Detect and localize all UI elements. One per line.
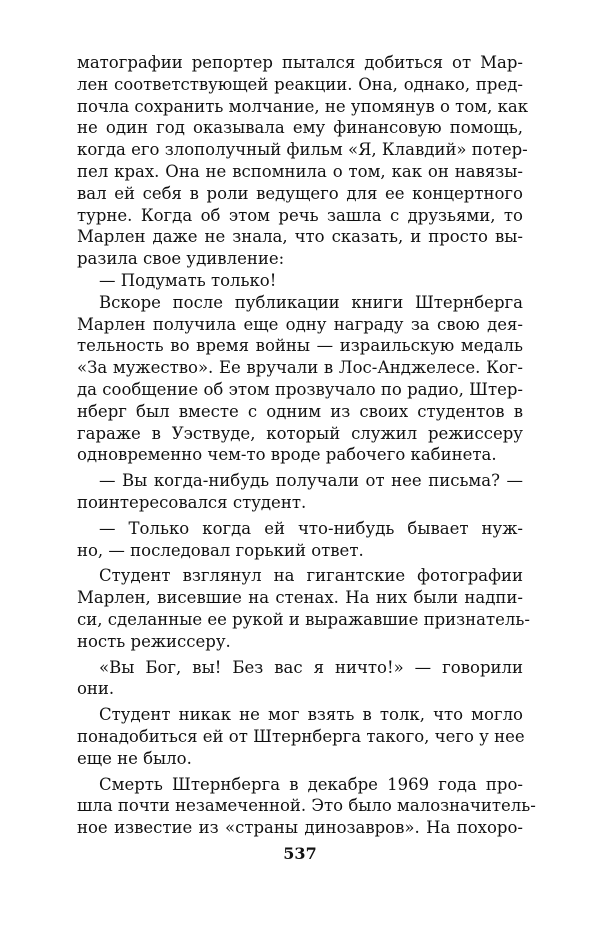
text-line: Марлен получила еще одну награду за свою дея- — [77, 314, 523, 334]
text-line: шла почти незамеченной. Это было малозначитель- — [77, 796, 536, 816]
text-line: — Только когда ей что-нибудь бывает нуж- — [99, 518, 523, 538]
text-line: си, сделанные ее рукой и выражавшие признатель- — [77, 609, 530, 629]
text-line: одновременно чем-то вроде рабочего кабинета. — [77, 445, 497, 465]
text-line: не один год оказывала ему финансовую помощь, — [77, 118, 523, 138]
text-line: матографии репортер пытался добиться от Мар- — [77, 53, 523, 72]
text-line: но, — последовал горький ответ. — [77, 540, 364, 560]
text-line: турне. Когда об этом речь зашла с друзьями, то — [77, 205, 523, 225]
text-line: почла сохранить молчание, не упомянув о том, как — [77, 96, 529, 116]
text-line: Марлен даже не знала, что сказать, и просто вы- — [77, 227, 523, 247]
text-line: Смерть Штернберга в декабре 1969 года про- — [99, 774, 523, 794]
text-line: Студент никак не мог взять в толк, что могло — [99, 705, 523, 725]
text-line: ное известие из «страны динозавров». На похоро- — [77, 818, 523, 838]
text-line: вал ей себя в роли ведущего для ее концертного — [77, 183, 523, 203]
text-line: Студент взглянул на гигантские фотографии — [99, 566, 523, 586]
text-line: да сообщение об этом прозвучало по радио, Штер- — [77, 379, 523, 399]
text-line: лен соответствующей реакции. Она, однако, пред- — [77, 74, 523, 94]
text-line: понадобиться ей от Штернберга такого, чего у нее — [77, 726, 525, 746]
text-line: еще не было. — [77, 748, 192, 768]
page-number: 537 — [283, 844, 317, 863]
text-line: «За мужество». Ее вручали в Лос-Анджелесе. Ког- — [77, 358, 523, 378]
text-line: тельность во время войны — израильскую медаль — [77, 336, 523, 356]
text-line: гараже в Уэствуде, который служил режиссеру — [77, 423, 523, 443]
text-line: ность режиссеру. — [77, 631, 231, 651]
text-line: «Вы Бог, вы! Без вас я ничто!» — говорили — [99, 657, 523, 677]
text-line: нберг был вместе с одним из своих студентов в — [77, 401, 523, 421]
text-line: поинтересовался студент. — [77, 492, 307, 512]
text-line: — Подумать только! — [99, 270, 277, 290]
text-line: разила свое удивление: — [77, 249, 285, 269]
text-body — [77, 52, 536, 839]
text-line: они. — [77, 679, 115, 699]
text-line: когда его злополучный фильм «Я, Клавдий» потер- — [77, 140, 528, 160]
text-line: — Вы когда-нибудь получали от нее письма? — — [99, 471, 523, 491]
text-line: Марлен, висевшие на стенах. На них были надпи- — [77, 588, 523, 608]
text-line: Вскоре после публикации книги Штернберга — [99, 292, 523, 312]
text-line: пел крах. Она не вспомнила о том, как он навязы- — [77, 161, 523, 181]
